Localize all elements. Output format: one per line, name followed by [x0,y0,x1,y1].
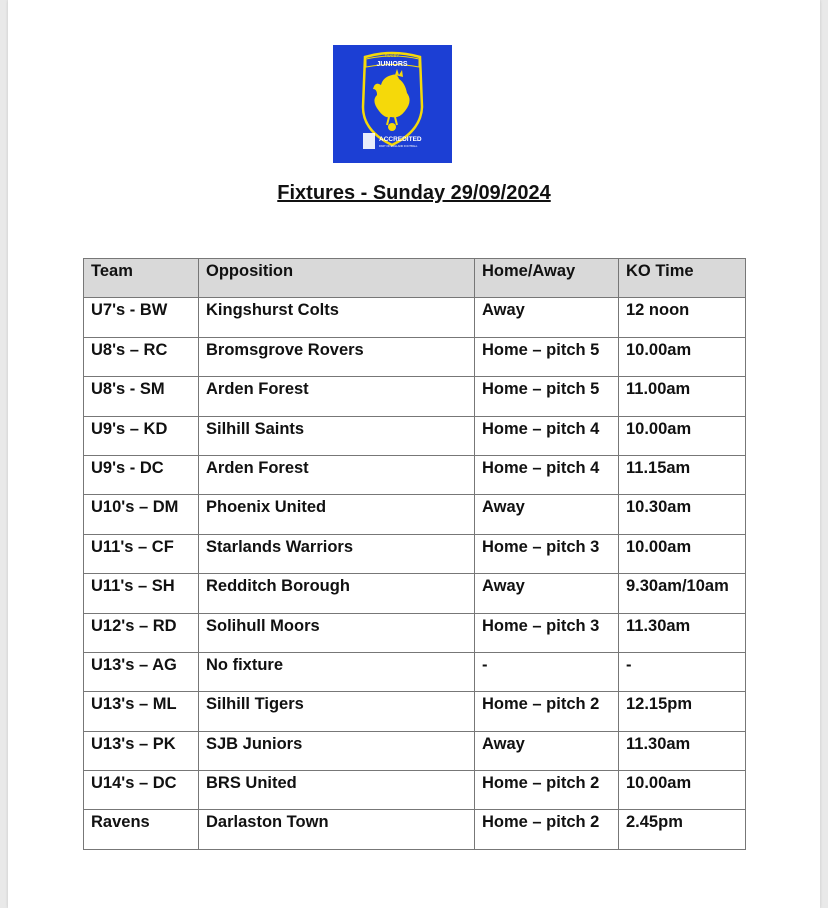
cell-team: U10's – DM [84,495,199,534]
cell-team: Ravens [84,810,199,849]
cell-home-away: Away [475,574,619,613]
column-header-team: Team [84,259,199,298]
cell-home-away: Away [475,495,619,534]
cell-opposition: BRS United [199,771,475,810]
cell-ko-time: 11.15am [619,455,746,494]
column-header-ko-time: KO Time [619,259,746,298]
cell-opposition: Kingshurst Colts [199,298,475,337]
club-logo [333,45,452,163]
cell-ko-time: 2.45pm [619,810,746,849]
logo-name-text: JUNIORS [376,61,408,68]
cell-ko-time: 11.30am [619,731,746,770]
cell-opposition: Silhill Saints [199,416,475,455]
logo-badge-text: ACCREDITED [379,136,422,143]
cell-team: U7's - BW [84,298,199,337]
logo-badge-subtext: PART OF ENGLAND FOOTBALL [379,145,418,148]
table-row [84,534,746,573]
cell-ko-time: 11.30am [619,613,746,652]
cell-team: U12's – RD [84,613,199,652]
cell-team: U11's – SH [84,574,199,613]
cell-home-away: Home – pitch 4 [475,416,619,455]
cell-team: U9's – KD [84,416,199,455]
cell-home-away: Away [475,731,619,770]
cell-ko-time: - [619,652,746,691]
column-header-opposition: Opposition [199,259,475,298]
cell-home-away: Home – pitch 3 [475,613,619,652]
cell-ko-time: 10.00am [619,416,746,455]
table-row [84,810,746,849]
fixtures-table [83,258,746,850]
cell-home-away: Home – pitch 2 [475,810,619,849]
cell-opposition: No fixture [199,652,475,691]
column-header-home-away: Home/Away [475,259,619,298]
table-row [84,613,746,652]
cell-opposition: Starlands Warriors [199,534,475,573]
cell-opposition: Arden Forest [199,377,475,416]
table-row [84,692,746,731]
cell-home-away: Home – pitch 4 [475,455,619,494]
table-row [84,731,746,770]
cell-opposition: SJB Juniors [199,731,475,770]
cell-team: U8's – RC [84,337,199,376]
rooster-crest-icon [333,45,452,163]
cell-team: U9's - DC [84,455,199,494]
cell-team: U11's – CF [84,534,199,573]
page-title: Fixtures - Sunday 29/09/2024 [277,182,551,204]
cell-opposition: Redditch Borough [199,574,475,613]
cell-ko-time: 11.00am [619,377,746,416]
cell-ko-time: 12 noon [619,298,746,337]
cell-opposition: Phoenix United [199,495,475,534]
cell-opposition: Darlaston Town [199,810,475,849]
cell-team: U13's – PK [84,731,199,770]
table-row [84,771,746,810]
cell-home-away: Away [475,298,619,337]
cell-team: U13's – ML [84,692,199,731]
table-row [84,337,746,376]
cell-team: U13's – AG [84,652,199,691]
cell-ko-time: 10.00am [619,534,746,573]
logo-top-text: RUGBY [384,53,400,58]
cell-home-away: Home – pitch 5 [475,337,619,376]
table-row [84,652,746,691]
cell-ko-time: 10.00am [619,337,746,376]
table-row [84,455,746,494]
cell-home-away: Home – pitch 2 [475,771,619,810]
table-row [84,574,746,613]
cell-team: U14's – DC [84,771,199,810]
cell-ko-time: 12.15pm [619,692,746,731]
cell-opposition: Silhill Tigers [199,692,475,731]
table-row [84,495,746,534]
cell-team: U8's - SM [84,377,199,416]
table-row [84,298,746,337]
cell-home-away: - [475,652,619,691]
cell-opposition: Solihull Moors [199,613,475,652]
cell-ko-time: 10.30am [619,495,746,534]
cell-ko-time: 10.00am [619,771,746,810]
cell-home-away: Home – pitch 5 [475,377,619,416]
cell-opposition: Arden Forest [199,455,475,494]
cell-home-away: Home – pitch 2 [475,692,619,731]
cell-opposition: Bromsgrove Rovers [199,337,475,376]
table-header-row [84,259,746,298]
cell-home-away: Home – pitch 3 [475,534,619,573]
cell-ko-time: 9.30am/10am [619,574,746,613]
table-row [84,416,746,455]
table-row [84,377,746,416]
